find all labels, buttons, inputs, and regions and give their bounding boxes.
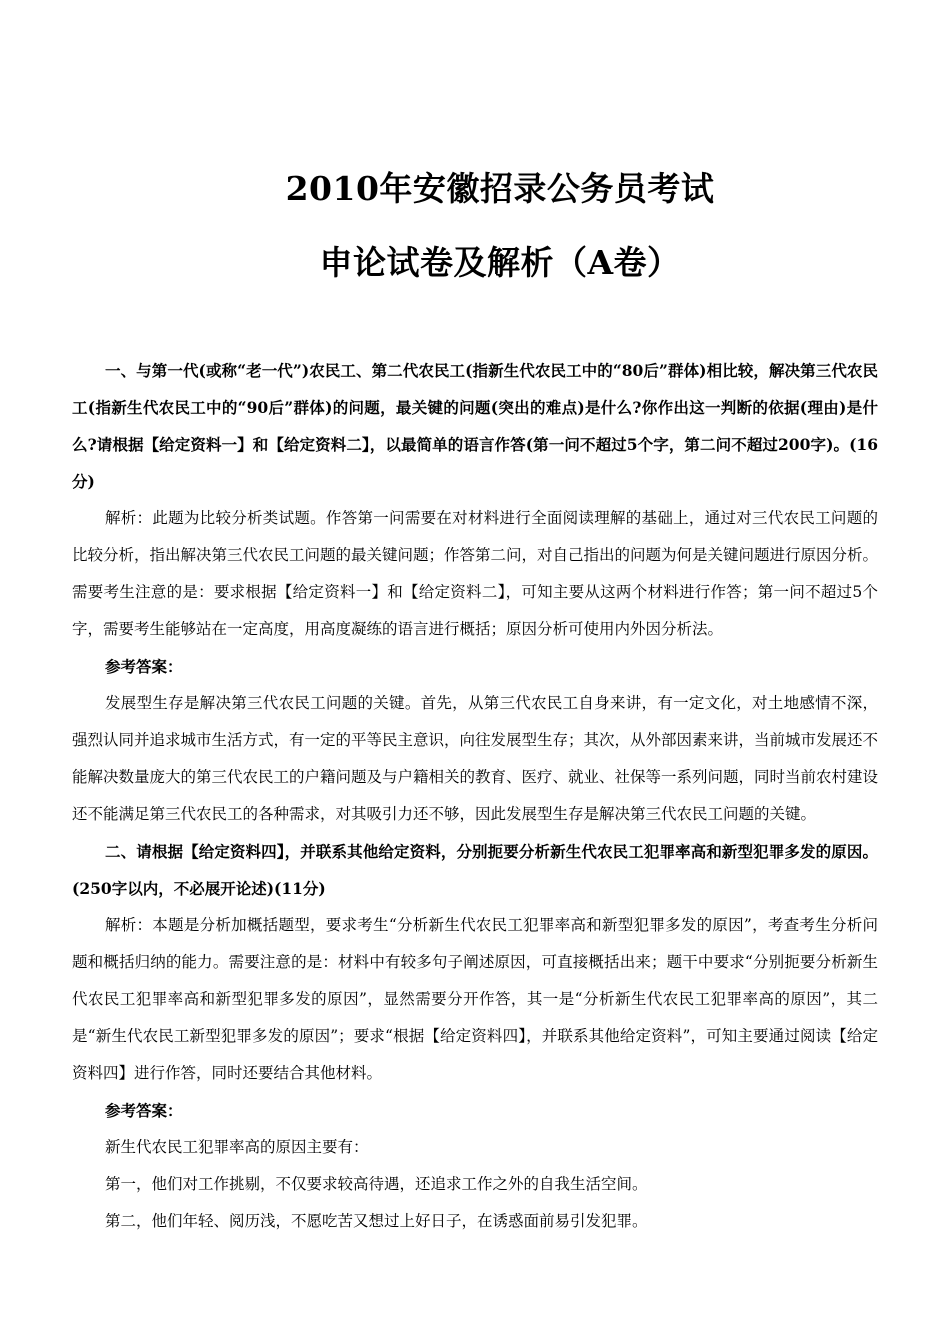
document-title-line1: 2010年安徽招录公务员考试	[285, 169, 715, 208]
answer-2-point-1: 第一，他们对工作挑剔，不仅要求较高待遇，还追求工作之外的自我生活空间。	[105, 1175, 648, 1193]
analysis-1: 解析：此题为比较分析类试题。作答第一问需要在对材料进行全面阅读理解的基础上，通过对三代农民工问题的比较分析，指出解决第三代农民工问题的最关键问题；作答第二问，对自己指出的问题为何是关键问题进行原因分析。需要考生注意的是：要求根据【给定资料一】和【给定资料二】，可知主要从这两个材料进行作答；第一问不超过5个字，需要考生能够站在一定高度，用高度凝练的语言进行概括；原因分析可使用内外因分析法。	[72, 509, 879, 638]
analysis-2: 解析：本题是分析加概括题型，要求考生“分析新生代农民工犯罪率高和新型犯罪多发的原因”，考查考生分析问题和概括归纳的能力。需要注意的是：材料中有较多句子阐述原因，可直接概括出来；题干中要求“分别扼要分析新生代农民工犯罪率高和新型犯罪多发的原因”，显然需要分开作答，其一是“分析新生代农民工犯罪率高的原因”，其二是“新生代农民工新型犯罪多发的原因”；要求“根据【给定资料四】，并联系其他给定资料”，可知主要通过阅读【给定资料四】进行作答，同时还要结合其他材料。	[72, 916, 878, 1082]
answer-heading-1: 参考答案：	[105, 657, 183, 676]
question-1: 一、与第一代(或称“老一代”)农民工、第二代农民工(指新生代农民工中的“80后”群体)相比较，解决第三代农民工(指新生代农民工中的“90后”群体)的问题，最关键的问题(突出的难点)是什么?你作出这一判断的依据(理由)是什么?请根据【给定资料一】和【给定资料二】，以最简单的语言作答(第一问不超过5个字，第二问不超过200字)。(16分)	[72, 361, 878, 491]
answer-2-point-2: 第二，他们年轻、阅历浅，不愿吃苦又想过上好日子，在诱惑面前易引发犯罪。	[105, 1212, 648, 1230]
document-title-line2: 申论试卷及解析（A卷）	[319, 243, 681, 282]
answer-1: 发展型生存是解决第三代农民工问题的关键。首先，从第三代农民工自身来讲，有一定文化，对土地感情不深，强烈认同并追求城市生活方式，有一定的平等民主意识，向往发展型生存；其次，从外部因素来讲，当前城市发展还不能解决数量庞大的第三代农民工的户籍问题及与户籍相关的教育、医疗、就业、社保等一系列问题，同时当前农村建设还不能满足第三代农民工的各种需求，对其吸引力还不够，因此发展型生存是解决第三代农民工问题的关键。	[72, 694, 879, 823]
document-body	[72, 352, 878, 1240]
question-2: 二、请根据【给定资料四】，并联系其他给定资料，分别扼要分析新生代农民工犯罪率高和新型犯罪多发的原因。(250字以内，不必展开论述)(11分)	[72, 842, 878, 898]
answer-heading-2: 参考答案：	[105, 1101, 183, 1120]
answer-2-intro: 新生代农民工犯罪率高的原因主要有：	[105, 1138, 369, 1156]
